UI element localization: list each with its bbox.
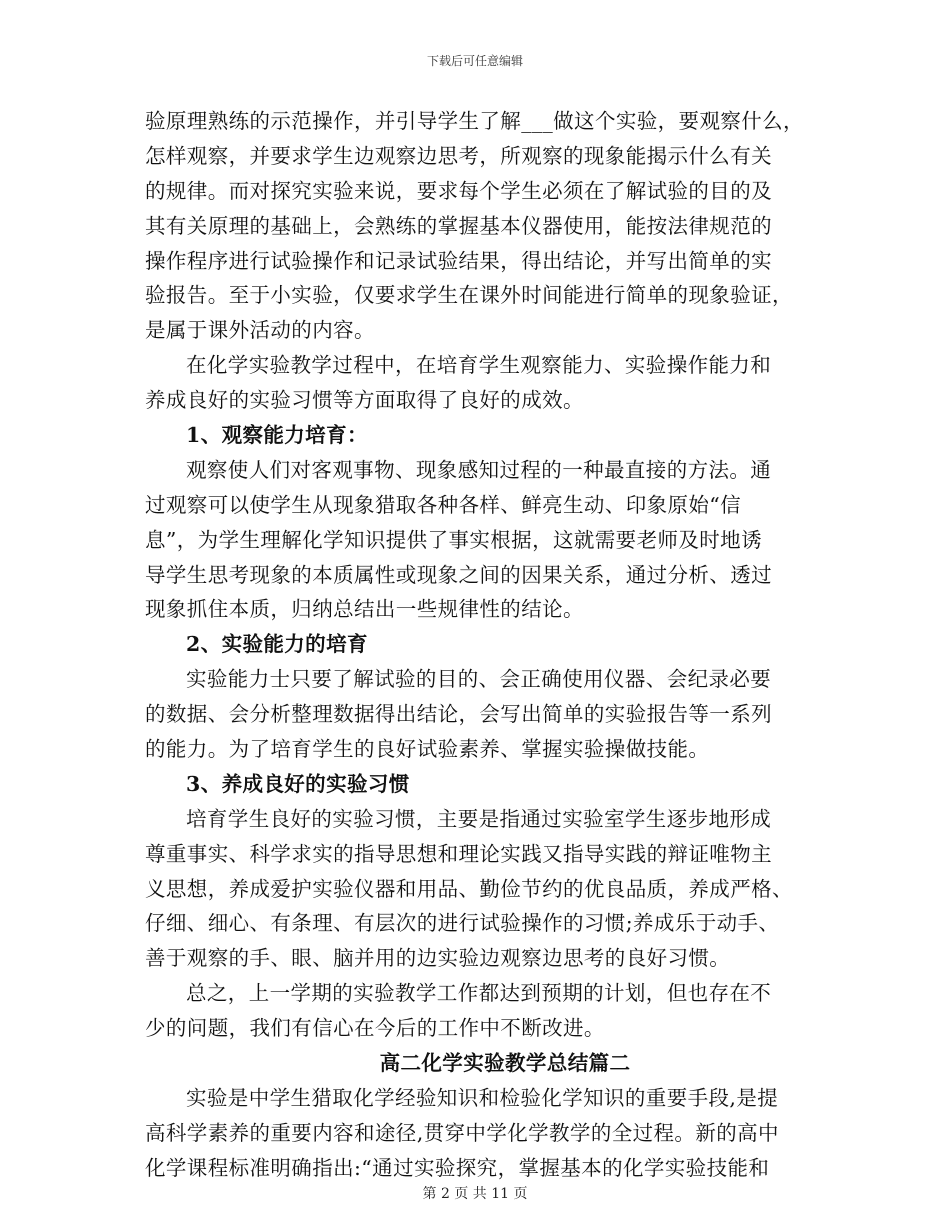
text-line: 验报告。至于小实验，仅要求学生在课外时间能进行简单的现象验证， — [145, 283, 793, 308]
text-line: 息”，为学生理解化学知识提供了事实根据，这就需要老师及时地诱 — [145, 527, 762, 552]
section-heading: 1、观察能力培育： — [186, 423, 368, 448]
text-line: 过观察可以使学生从现象猎取各种各样、鲜亮生动、印象原始“信 — [145, 492, 742, 517]
text-line: 总之，上一学期的实验教学工作都达到预期的计划，但也存在不 — [186, 981, 772, 1006]
text-line: 的能力。为了培育学生的良好试验素养、掌握实验操做技能。 — [145, 737, 710, 762]
text-line: 高科学素养的重要内容和途径,贯穿中学化学教学的全过程。新的高中 — [145, 1120, 779, 1145]
section-heading: 3、养成良好的实验习惯 — [186, 771, 410, 796]
text-line: 实验能力士只要了解试验的目的、会正确使用仪器、会纪录必要 — [186, 667, 772, 692]
text-line: 化学课程标准明确指出:“通过实验探究，掌握基本的化学实验技能和 — [145, 1155, 770, 1180]
text-line: 是属于课外活动的内容。 — [145, 318, 375, 343]
text-line: 验原理熟练的示范操作，并引导学生了解___做这个实验，要观察什么， — [145, 109, 804, 133]
text-line: 在化学实验教学过程中，在培育学生观察能力、实验操作能力和 — [186, 353, 772, 378]
text-line: 导学生思考现象的本质属性或现象之间的因果关系，通过分析、透过 — [145, 562, 772, 587]
section-title: 高二化学实验教学总结篇二 — [379, 1051, 631, 1076]
text-line: 怎样观察，并要求学生边观察边思考，所观察的现象能揭示什么有关 — [145, 143, 772, 168]
text-line: 实验是中学生猎取化学经验知识和检验化学知识的重要手段,是提 — [186, 1085, 779, 1110]
document-body — [145, 104, 825, 1186]
text-line: 仔细、细心、有条理、有层次的进行试验操作的习惯;养成乐于动手、 — [145, 911, 780, 936]
text-line: 义思想，养成爱护实验仪器和用品、勤俭节约的优良品质，养成严格、 — [145, 876, 793, 901]
text-line: 少的问题，我们有信心在今后的工作中不断改进。 — [145, 1016, 605, 1041]
text-line: 尊重事实、科学求实的指导思想和理论实践又指导实践的辩证唯物主 — [145, 841, 772, 866]
page-header: 下载后可任意编辑 — [426, 54, 523, 68]
text-line: 的数据、会分析整理数据得出结论，会写出简单的实验报告等一系列 — [145, 702, 772, 727]
section-heading: 2、实验能力的培育 — [186, 632, 368, 657]
text-line: 观察使人们对客观事物、现象感知过程的一种最直接的方法。通 — [186, 457, 772, 482]
text-line: 养成良好的实验习惯等方面取得了良好的成效。 — [145, 388, 584, 413]
text-line: 其有关原理的基础上，会熟练的掌握基本仪器使用，能按法律规范的 — [145, 213, 772, 238]
text-line: 培育学生良好的实验习惯，主要是指通过实验室学生逐步地形成 — [186, 806, 772, 831]
page-footer: 第 2 页 共 11 页 — [422, 1186, 528, 1202]
text-line: 操作程序进行试验操作和记录试验结果，得出结论，并写出简单的实 — [145, 248, 772, 273]
text-line: 善于观察的手、眼、脑并用的边实验边观察边思考的良好习惯。 — [145, 946, 731, 971]
text-line: 的规律。而对探究实验来说，要求每个学生必须在了解试验的目的及 — [145, 178, 772, 203]
text-line: 现象抓住本质，归纳总结出一些规律性的结论。 — [145, 597, 584, 622]
